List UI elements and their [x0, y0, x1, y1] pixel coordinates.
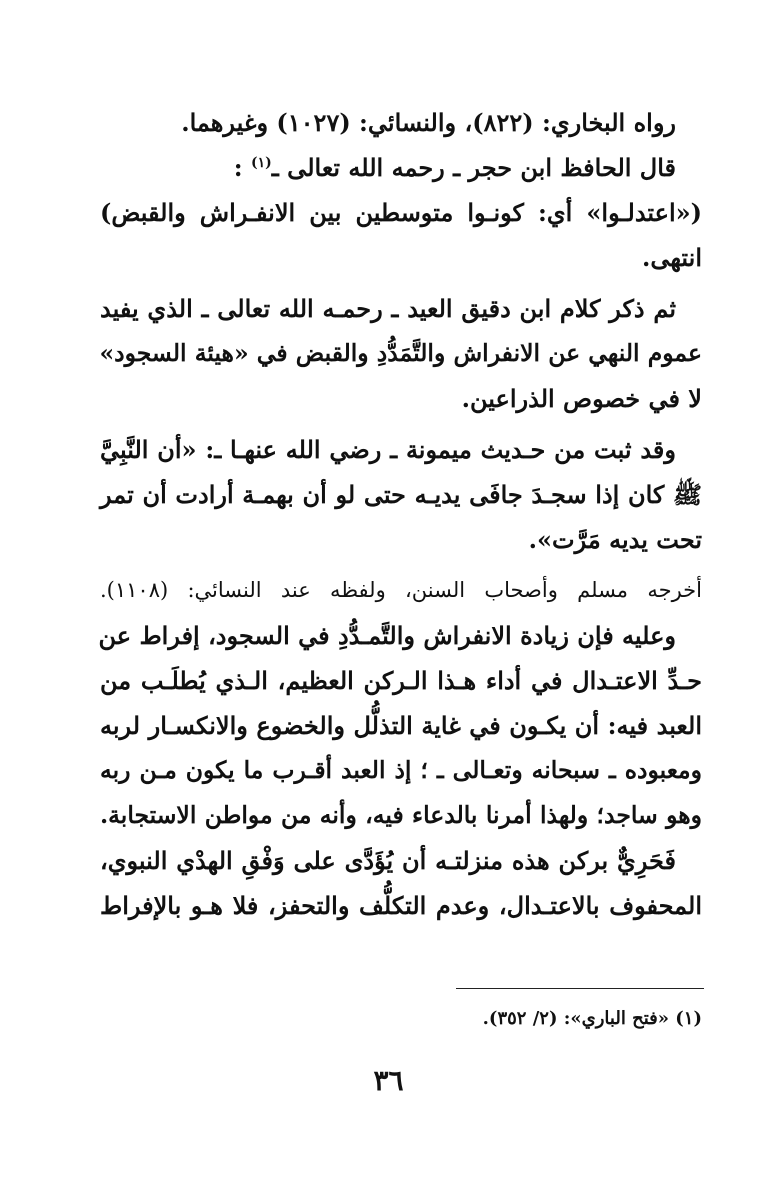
paragraph-7: [100, 613, 702, 838]
page-number: ٣٦: [373, 1064, 404, 1097]
paragraph-4: [100, 286, 702, 421]
footnote-reference[interactable]: (١): [251, 155, 272, 171]
text-line: ثم ذكر كلام ابن دقيق العيد ـ رحمـه الله تعالى ـ الذي يفيد: [100, 294, 676, 323]
text-line: انتهى.: [641, 243, 702, 272]
text-line: لا في خصوص الذراعين.: [461, 384, 702, 413]
text-line: [100, 145, 702, 190]
text-line: رواه البخاري: (٨٢٢)، والنسائي: (١٠٢٧) وغيرهما.: [181, 108, 676, 137]
paragraph-6: [100, 568, 702, 613]
paragraph-3: [100, 190, 702, 280]
text-line: عموم النهي عن الانفراش والتَّمَدُّدِ والقبض في «هيئة السجود»: [99, 339, 702, 367]
text-line: حـدِّ الاعتـدال في أداء هـذا الـركن العظيم، الـذي يُطلَـب من: [100, 666, 702, 695]
text-line: المحفوف بالاعتـدال، وعدم التكلُّف والتحفز، فلا هـو بالإفراط: [100, 891, 702, 920]
paragraph-2: [100, 145, 702, 190]
text-span: قال الحافظ ابن حجر ـ رحمه الله تعالى ـ: [271, 153, 676, 182]
footnote-separator: [456, 988, 704, 989]
text-line: وعليه فإن زيادة الانفراش والتَّمـدُّدِ في السجود، إفراط عن: [98, 621, 676, 650]
text-line: فَحَرِيٌّ بركن هذه منزلتـه أن يُؤَدَّى على وَفْقِ الهدْي النبوي،: [100, 846, 676, 875]
paragraph-8: [100, 838, 702, 928]
footnote: (١) «فتح الباري»: (٢/ ٣٥٢).: [482, 1008, 702, 1029]
text-line: وقد ثبت من حـديث ميمونة ـ رضي الله عنهـا ـ: «أن النَّبِيَّ: [100, 435, 676, 464]
page-body: [100, 100, 702, 928]
text-line: أخرجه مسلم وأصحاب السنن، ولفظه عند النسائي: (١١٠٨).: [100, 578, 702, 602]
text-span: :: [233, 153, 243, 182]
text-line: ﷺ كان إذا سجـدَ جافَى يديـه حتى لو أن بهمـة أرادت أن تمر: [100, 480, 702, 509]
text-line: وهو ساجد؛ ولهذا أمرنا بالدعاء فيه، وأنه من مواطن الاستجابة.: [100, 801, 702, 829]
text-line: العبد فيه: أن يكـون في غاية التذلُّل والخضوع والانكسـار لربه: [100, 711, 702, 740]
paragraph-1: [100, 100, 702, 145]
text-line: («اعتدلـوا» أي: كونـوا متوسطين بين الانفـراش والقبض): [100, 198, 702, 227]
paragraph-5: [100, 427, 702, 562]
text-line: ومعبوده ـ سبحانه وتعـالى ـ ؛ إذ العبد أقـرب ما يكون مـن ربه: [100, 756, 702, 784]
text-line: تحت يديه مَرَّت».: [528, 525, 702, 554]
